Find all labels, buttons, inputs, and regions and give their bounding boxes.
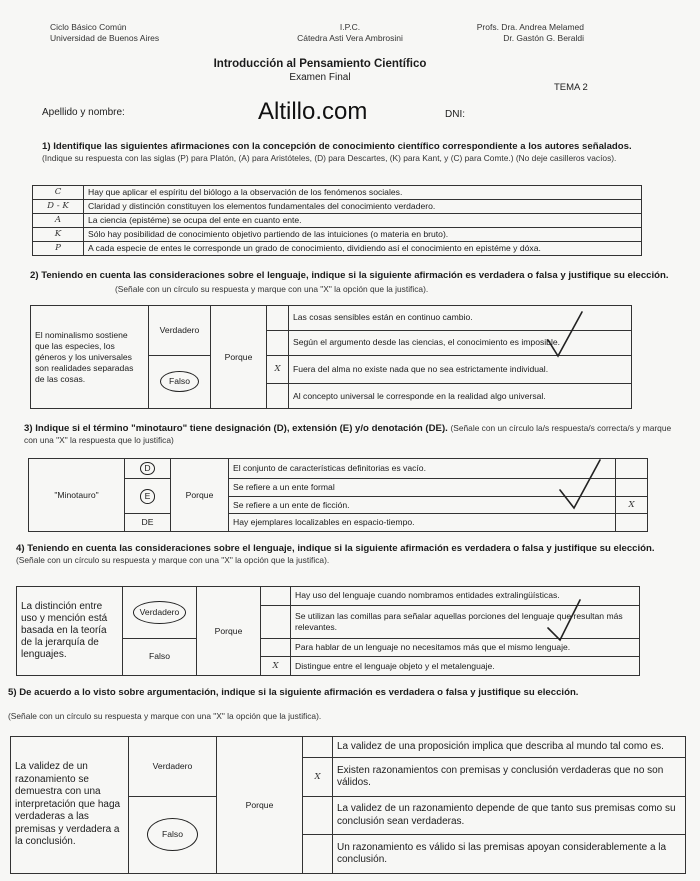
exam-subtitle: Examen Final xyxy=(289,72,351,83)
check-mark-q4 xyxy=(548,600,580,640)
q1-answer-1[interactable]: C xyxy=(33,186,84,200)
q3-choice-d-label: D xyxy=(140,462,154,475)
q5-option-3: La validez de un razonamiento depende de que tanto sus premisas como su conclusión sean verdaderas. xyxy=(333,796,686,835)
header-institution-1: Ciclo Básico Común xyxy=(50,22,127,32)
q5-option-4: Un razonamiento es válido si las premisas apoyan considerablemente a la conclusión. xyxy=(333,835,686,874)
q4-because-label: Porque xyxy=(197,587,261,676)
q5-note: (Señale con un círculo su respuesta y marque con una "X" la opción que la justifica). xyxy=(8,711,322,721)
check-mark-q2 xyxy=(548,312,582,356)
exam-title: Introducción al Pensamiento Científico xyxy=(213,58,427,70)
q1-answer-3[interactable]: A xyxy=(33,214,84,228)
q2-because-label: Porque xyxy=(211,306,267,409)
q3-option-1: El conjunto de características definitorias es vacío. xyxy=(229,459,616,479)
header-professor-1: Profs. Dra. Andrea Melamed xyxy=(476,22,584,32)
header-institution-2: Universidad de Buenos Aires xyxy=(50,33,160,43)
q4-option-3: Para hablar de un lenguaje no necesitamos más que el mismo lenguaje. xyxy=(291,638,640,657)
q5-true-option[interactable]: Verdadero xyxy=(129,737,217,797)
watermark: Altillo.com xyxy=(258,98,368,125)
check-mark-q3 xyxy=(560,460,600,508)
header-professor-2: Dr. Gastón G. Beraldi xyxy=(503,33,584,43)
name-label: Apellido y nombre: xyxy=(42,107,125,118)
q5-mark-cell-2[interactable]: X xyxy=(303,758,333,797)
q1-statement-2: Claridad y distinción constituyen los elementos fundamentales del conocimiento verdadero. xyxy=(84,200,642,214)
q4-option-1: Hay uso del lenguaje cuando nombramos entidades extralingüísticas. xyxy=(291,587,640,606)
q4-true-label: Verdadero xyxy=(133,601,187,624)
q2-option-3: Fuera del alma no existe nada que no sea estrictamente individual. xyxy=(289,355,632,383)
q3-term: "Minotauro" xyxy=(29,459,125,532)
q1-note: (Indique su respuesta con las siglas (P) para Platón, (A) para Aristóteles, (D) para Descartes, (K) para Kant, y (C) para Comte.) (No deje casilleros vacíos). xyxy=(42,153,617,163)
q4-statement: La distinción entre uso y mención está basada en la teoría de la jerarquía de lenguajes. xyxy=(17,587,123,676)
q3-option-3: Se refiere a un ente de ficción. xyxy=(229,496,616,514)
q3-choice-e-label: E xyxy=(140,489,156,504)
q1-answer-5[interactable]: P xyxy=(33,242,84,256)
q5-option-1: La validez de una proposición implica que describa al mundo tal como es. xyxy=(333,737,686,758)
q1-answer-4[interactable]: K xyxy=(33,228,84,242)
q2-option-1: Las cosas sensibles están en continuo cambio. xyxy=(289,306,632,331)
q3-option-4: Hay ejemplares localizables en espacio-tiempo. xyxy=(229,514,616,532)
q1-statement-4: Sólo hay posibilidad de conocimiento objetivo partiendo de las intuiciones (o materia en bruto). xyxy=(84,228,642,242)
header-course: I.P.C. xyxy=(339,22,361,32)
q2-mark-cell-3[interactable]: X xyxy=(267,355,289,383)
q1-answer-2[interactable]: D - K xyxy=(33,200,84,214)
q4-option-2: Se utilizan las comillas para señalar aquellas porciones del lenguaje que resultan más relevantes. xyxy=(291,605,640,638)
q3-title: 3) Indique si el término "minotauro" tiene designación (D), extensión (E) y/o denotación (DE). (Señale con un círculo la/s respuesta/s correcta/s y marque con una "X" la respuesta que lo justifica) xyxy=(24,423,672,445)
q1-statement-3: La ciencia (epistéme) se ocupa del ente en cuanto ente. xyxy=(84,214,642,228)
q1-statement-5: A cada especie de entes le corresponde un grado de conocimiento, dividiendo así el conocimiento en epistéme y dóxa. xyxy=(84,242,642,256)
q3-option-2: Se refiere a un ente formal xyxy=(229,479,616,497)
dni-label: DNI: xyxy=(445,109,465,120)
q5-title: 5) De acuerdo a lo visto sobre argumentación, indique si la siguiente afirmación es verdadera o falsa y justifique su elección. xyxy=(8,687,579,698)
q5-false-label: Falso xyxy=(147,818,198,851)
q3-choice-de[interactable]: DE xyxy=(125,514,171,532)
q1-statement-1: Hay que aplicar el espíritu del biólogo a la observación de los fenómenos sociales. xyxy=(84,186,642,200)
q2-true-option[interactable]: Verdadero xyxy=(149,306,211,356)
tema-label: TEMA 2 xyxy=(554,82,588,93)
q2-option-2: Según el argumento desde las ciencias, el conocimiento es imposible. xyxy=(289,330,632,355)
q5-statement: La validez de un razonamiento se demuestra con una interpretación que haga verdaderas a las premisas y verdadera a la conclusión. xyxy=(11,737,129,874)
q1-title: 1) Identifique las siguientes afirmaciones con la concepción de conocimiento científico correspondiente a los autores señalados. xyxy=(42,141,632,152)
q5-because-label: Porque xyxy=(217,737,303,874)
q4-mark-cell-4[interactable]: X xyxy=(261,657,291,676)
q4-option-4: Distingue entre el lenguaje objeto y el metalenguaje. xyxy=(291,657,640,676)
q3-because-label: Porque xyxy=(171,459,229,532)
q3-mark-cell-3[interactable]: X xyxy=(616,496,648,514)
q4-false-option[interactable]: Falso xyxy=(123,638,197,675)
header-chair: Cátedra Asti Vera Ambrosini xyxy=(297,33,403,43)
q2-statement: El nominalismo sostiene que las especies, los géneros y los universales son realidades separadas de las cosas. xyxy=(31,306,149,409)
q4-title: 4) Teniendo en cuenta las consideraciones sobre el lenguaje, indique si la siguiente afirmación es verdadera o falsa y justifique su elección. (Señale con un círculo su respuesta y marque con una "X" la opción que la justifica). xyxy=(16,543,655,565)
q2-note: (Señale con un círculo su respuesta y marque con una "X" la opción que la justifica). xyxy=(115,284,429,294)
q2-option-4: Al concepto universal le corresponde en la realidad algo universal. xyxy=(289,384,632,409)
q5-option-2: Existen razonamientos con premisas y conclusión verdaderas que no son válidos. xyxy=(333,758,686,797)
q2-false-label: Falso xyxy=(160,371,199,392)
q2-title: 2) Teniendo en cuenta las consideraciones sobre el lenguaje, indique si la siguiente afirmación es verdadera o falsa y justifique su elección. xyxy=(30,270,669,281)
